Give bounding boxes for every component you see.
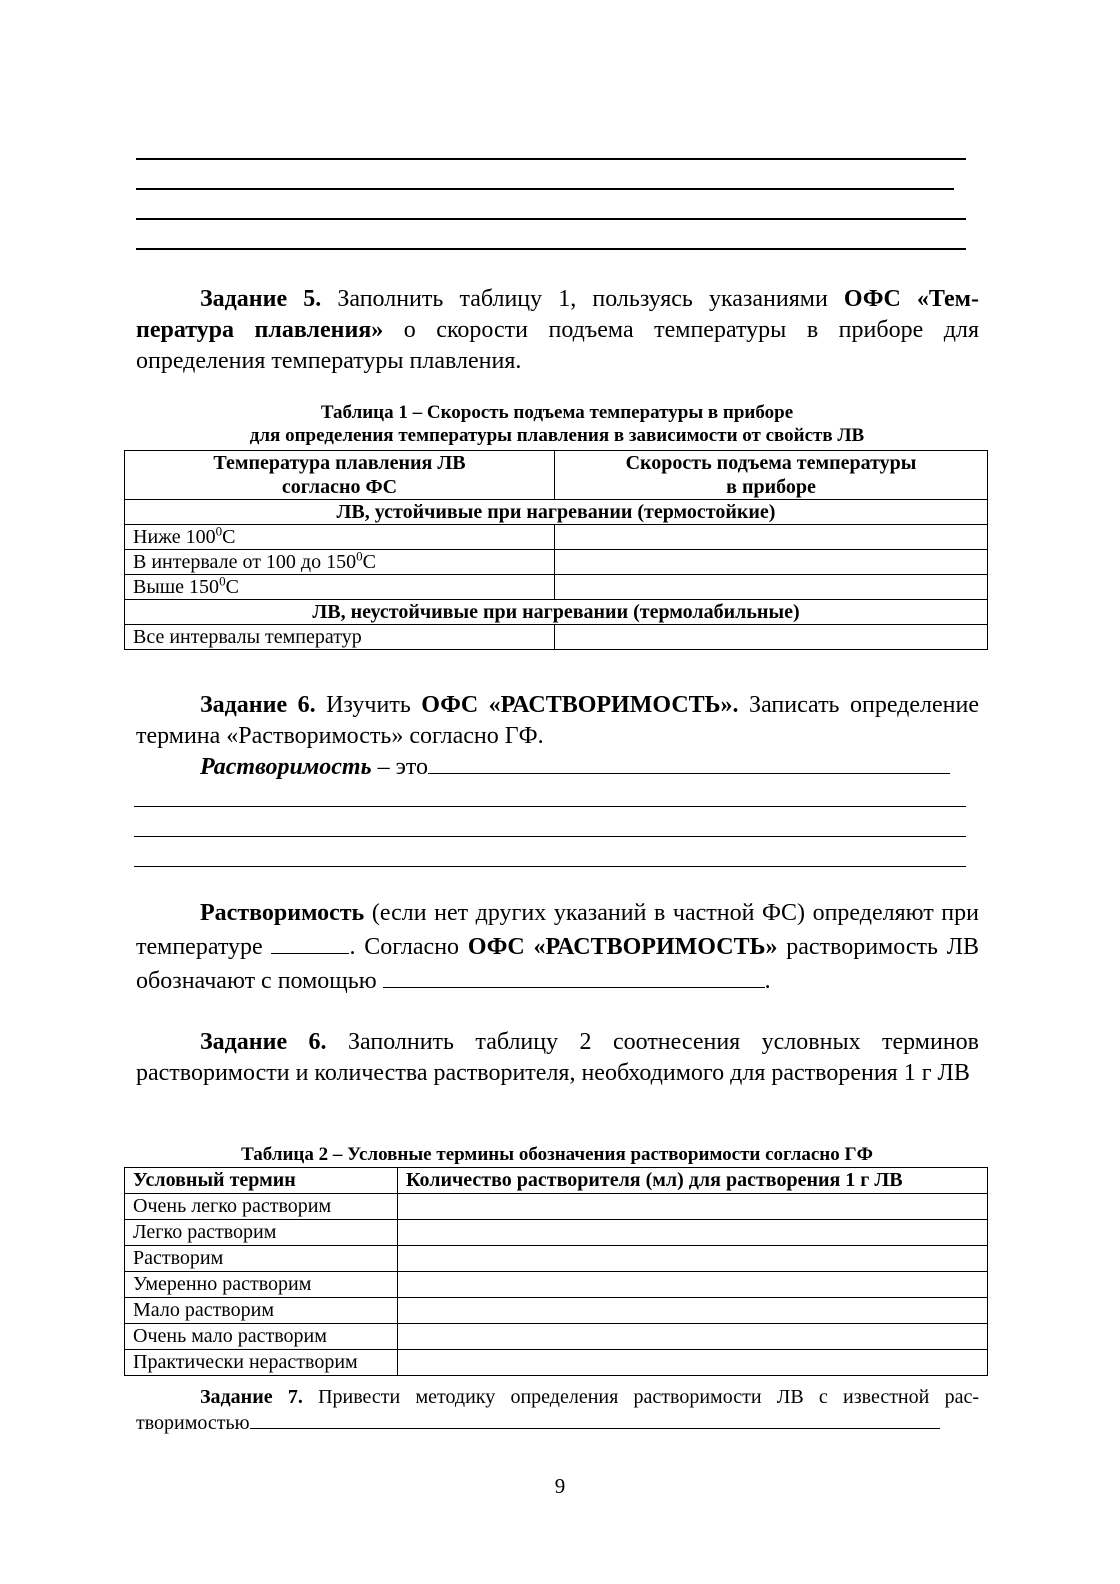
table2-row-label: Легко растворим (125, 1220, 398, 1246)
table2-header-amount: Количество растворителя (мл) для растворения 1 г ЛВ (398, 1168, 988, 1194)
ofs-reference: ОФС «Тем-пература плавления» (136, 286, 979, 343)
temperature-blank[interactable] (271, 953, 349, 954)
task6b-paragraph: Задание 6. Заполнить таблицу 2 соотнесения условных терминов растворимости и количества растворителя, необходимого для растворения 1 г ЛВ (136, 1029, 979, 1086)
answer-line[interactable] (134, 836, 966, 837)
solubility-paragraph: Растворимость (если нет других указаний в частной ФС) определяют при температуре . Согласно ОФС «РАСТВОРИМОСТЬ» растворимость ЛВ обозначают с помощью . (136, 900, 979, 994)
answer-line[interactable] (136, 158, 966, 160)
solubility-term: Растворимость (200, 900, 365, 926)
table2-answer-cell[interactable] (398, 1194, 988, 1220)
table2-answer-cell[interactable] (398, 1298, 988, 1324)
table1-header-rate: Скорость подъема температуры в приборе (555, 451, 988, 500)
ofs-reference: ОФС «РАСТВОРИМОСТЬ» (467, 934, 778, 960)
table2-answer-cell[interactable] (398, 1220, 988, 1246)
table1-group-labile: ЛВ, неустойчивые при нагревании (термолабильные) (125, 600, 988, 625)
table1 (124, 450, 988, 650)
table1-caption: Таблица 1 – Скорость подъема температуры в приборе для определения температуры плавления в зависимости от свойств ЛВ (249, 402, 865, 446)
table2-caption: Таблица 2 – Условные термины обозначения растворимости согласно ГФ (241, 1144, 873, 1165)
table1-row-label: Выше $150^0С$ (125, 575, 555, 600)
table2-row-label: Очень легко растворим (125, 1194, 398, 1220)
task7-label: Задание 7. (200, 1386, 303, 1408)
table2-answer-cell[interactable] (398, 1324, 988, 1350)
table1-row-label: Ниже $100^0С$ (125, 525, 555, 550)
table2-answer-cell[interactable] (398, 1246, 988, 1272)
table1-answer-cell[interactable] (555, 575, 988, 600)
task5-label: Задание 5. (200, 286, 322, 312)
table1-answer-cell[interactable] (555, 525, 988, 550)
task6a-label: Задание 6. (200, 692, 316, 718)
answer-line[interactable] (134, 806, 966, 807)
task6a-paragraph: Задание 6. Изучить ОФС «РАСТВОРИМОСТЬ». Записать определение термина «Растворимость» согласно ГФ. Растворимость – это (136, 692, 979, 780)
task6b-label: Задание 6. (200, 1029, 327, 1055)
table2-answer-cell[interactable] (398, 1272, 988, 1298)
table2-row-label: Практически нерастворим (125, 1350, 398, 1376)
table1-answer-cell[interactable] (555, 625, 988, 650)
answer-line[interactable] (136, 188, 954, 190)
table1-header-melting: Температура плавления ЛВ согласно ФС (125, 451, 555, 500)
task5-paragraph: Задание 5. Заполнить таблицу 1, пользуясь указаниями ОФС «Тем-пература плавления» о скорости подъема температуры в приборе для определения температуры плавления. (136, 286, 979, 374)
definition-term: Растворимость (200, 754, 372, 780)
table2-answer-cell[interactable] (398, 1350, 988, 1376)
table2-header-term: Условный термин (125, 1168, 398, 1194)
definition-blank[interactable] (428, 773, 950, 774)
notation-blank[interactable] (383, 987, 765, 988)
answer-line[interactable] (136, 248, 966, 250)
table1-answer-cell[interactable] (555, 550, 988, 575)
table1-row-label: В интервале от 100 до $150^0С$ (125, 550, 555, 575)
answer-line[interactable] (134, 866, 966, 867)
table2-row-label: Очень мало растворим (125, 1324, 398, 1350)
table2-row-label: Мало растворим (125, 1298, 398, 1324)
table2-row-label: Умеренно растворим (125, 1272, 398, 1298)
page-number: 9 (554, 1474, 566, 1498)
table1-row-label: Все интервалы температур (125, 625, 555, 650)
table2-row-label: Растворим (125, 1246, 398, 1272)
table2 (124, 1167, 988, 1376)
task7-paragraph: Задание 7. Привести методику определения растворимости ЛВ с известной рас-творимостью (136, 1386, 979, 1434)
answer-line[interactable] (136, 218, 966, 220)
table1-group-stable: ЛВ, устойчивые при нагревании (термостойкие) (125, 500, 988, 525)
ofs-reference: ОФС «РАСТВОРИМОСТЬ». (421, 692, 739, 718)
method-blank[interactable] (250, 1428, 940, 1429)
